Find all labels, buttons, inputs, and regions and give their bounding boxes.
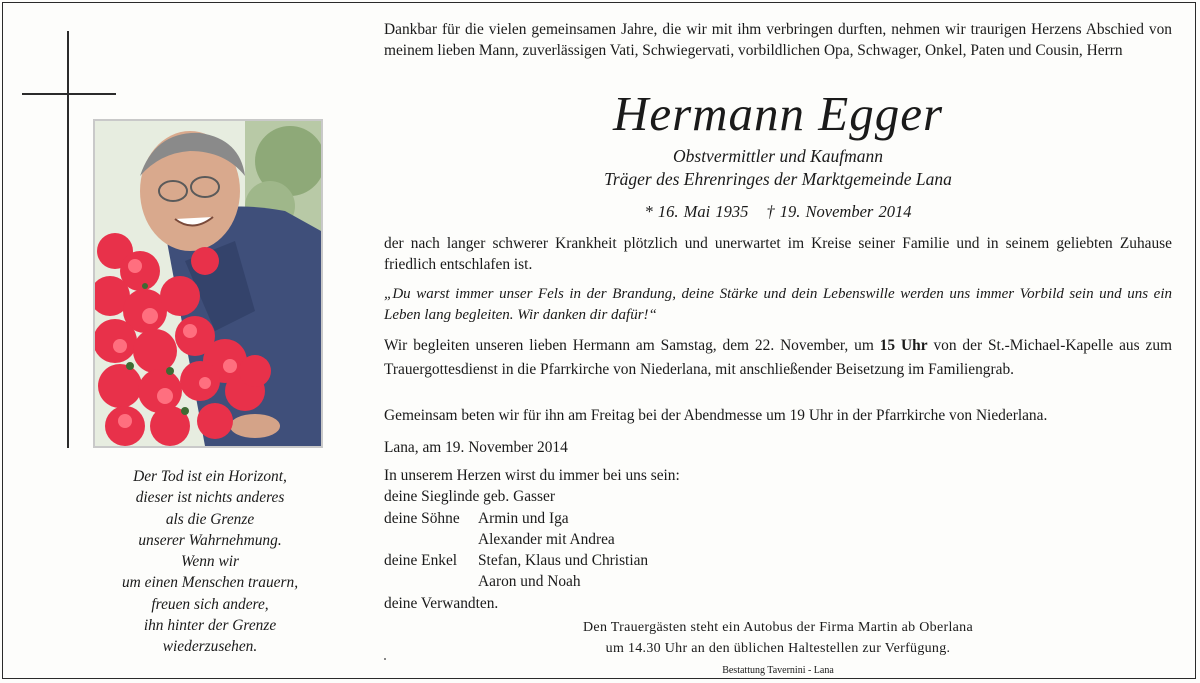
family-quote: „Du warst immer unser Fels in der Brandung, deine Stärke und dein Lebenswille werden uns immer Vorbild sein und uns ein Leben lang begleiten. Wir danken dir dafür!“ [384, 286, 1172, 324]
mourner-grandchildren-row [384, 550, 1172, 571]
poem-line: wiederzusehen. [162, 638, 258, 656]
poem-line: freuen sich andere, [151, 595, 269, 613]
sons-label: deine Söhne [384, 509, 460, 527]
undertaker-credit: Bestattung Tavernini - Lana [722, 665, 834, 676]
roles [384, 145, 1172, 191]
place-date: Lana, am 19. November 2014 [384, 439, 568, 456]
poem [60, 466, 360, 658]
bus-line: Den Trauergästen steht ein Autobus der Firma Martin ab Oberlana [583, 620, 973, 635]
cross-icon-bar [22, 93, 116, 95]
poem-line: dieser ist nichts anderes [135, 489, 285, 507]
son-entry: Alexander mit Andrea [478, 530, 615, 548]
birth-date: * 16. Mai 1935 [644, 202, 749, 221]
role-line: Träger des Ehrenringes der Marktgemeinde Lana [604, 169, 952, 189]
funeral-text-before: Wir begleiten unseren lieben Hermann am Samstag, dem 22. November, um [384, 337, 874, 354]
portrait-illustration [95, 121, 321, 446]
funeral-time: 15 Uhr [879, 337, 928, 354]
poem-line: um einen Menschen trauern, [121, 574, 299, 592]
poem-line: Wenn wir [180, 553, 239, 571]
passing-text: der nach langer schwerer Krankheit plötzlich und unerwartet im Kreise seiner Familie und in seinem geliebten Zuhause friedlich entschlafen ist. [384, 235, 1172, 274]
funeral-text-after: von der St.-Michael-Kapelle aus zum Trauergottesdienst in die Pfarrkirche von Niederlana, mit anschließender Beisetzung im Familiengrab. [384, 337, 1172, 378]
role-line: Obstvermittler und Kaufmann [673, 146, 883, 166]
portrait-photo [93, 119, 323, 448]
grandchildren-label: deine Enkel [384, 552, 458, 570]
death-date: † 19. November 2014 [766, 202, 912, 221]
grandchildren-entry: Aaron und Noah [478, 573, 581, 591]
prayer-text: Gemeinsam beten wir für ihn am Freitag bei der Abendmesse um 19 Uhr in der Pfarrkirche von Niederlana. [384, 407, 1048, 424]
poem-line: unserer Wahrnehmung. [138, 531, 282, 549]
son-entry: Armin und Iga [478, 509, 569, 527]
deceased-name: Hermann Egger [612, 86, 944, 141]
life-dates [384, 200, 1172, 223]
bus-notice [384, 618, 1172, 659]
mourners-list [384, 465, 1172, 614]
mourners-heading: In unserem Herzen wirst du immer bei uns sein: [384, 467, 680, 484]
mourner-grandchildren-row [384, 571, 1172, 592]
poem-line: Der Tod ist ein Horizont, [133, 468, 287, 485]
mourner-wife: deine Sieglinde geb. Gasser [384, 488, 555, 506]
mourner-sons-row [384, 529, 1172, 550]
intro-text: Dankbar für die vielen gemeinsamen Jahre, die wir mit ihm verbringen durften, nehmen wir traurigen Herzens Abschied von meinem lieben Mann, zuverlässigen Vati, Schwiegervati, vorbildlichen Opa, Schwager, Onkel, Paten und Cousin, Herrn [384, 21, 1172, 60]
poem-line: ihn hinter der Grenze [143, 617, 277, 635]
bus-line: um 14.30 Uhr an den üblichen Haltestellen zur Verfügung. [605, 640, 951, 656]
poem-line: als die Grenze [165, 510, 255, 528]
mourner-sons-row [384, 508, 1172, 529]
grandchildren-entry: Stefan, Klaus und Christian [478, 552, 649, 570]
funeral-text [384, 334, 1172, 381]
mourner-relatives: deine Verwandten. [384, 594, 499, 612]
